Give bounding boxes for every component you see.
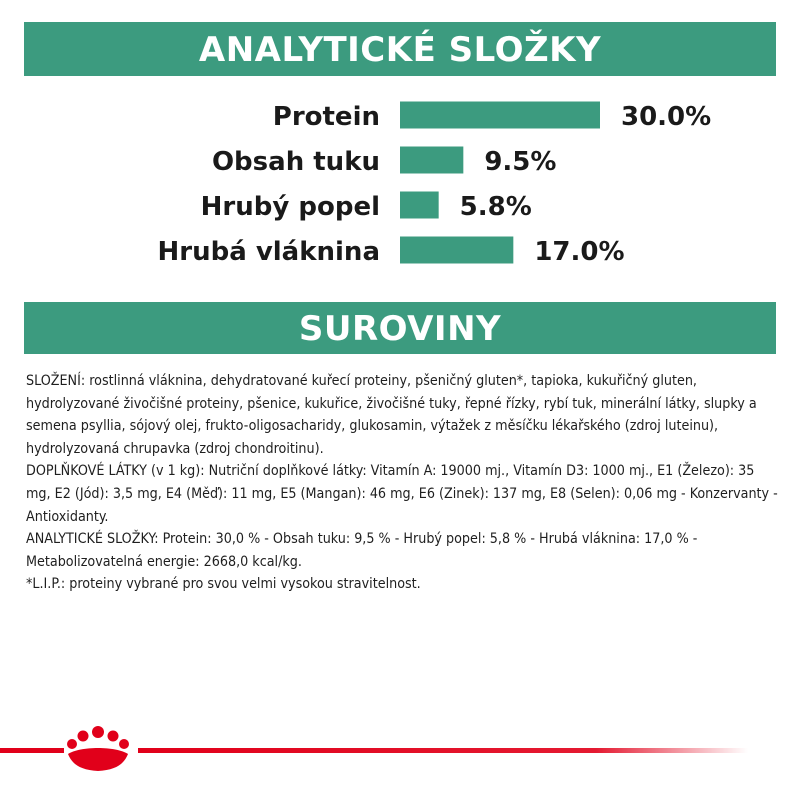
analytic-paragraph: ANALYTICKÉ SLOŽKY: Protein: 30,0 % - Obsah tuku: 9,5 % - Hrubý popel: 5,8 % - Hrubá vláknina: 17,0 % - Metabolizovatelná energie: 2668,0 kcal/kg. bbox=[26, 531, 698, 570]
category-label: Hrubý popel bbox=[200, 192, 380, 222]
crown-icon bbox=[67, 726, 129, 771]
value-label: 5.8% bbox=[459, 192, 532, 222]
ingredients-title: SUROVINY bbox=[298, 309, 502, 349]
bar bbox=[400, 102, 600, 129]
bar bbox=[400, 192, 439, 219]
additives-paragraph: DOPLŇKOVÉ LÁTKY (v 1 kg): Nutriční doplňkové látky: Vitamín A: 19000 mj., Vitamín D3: 1000 mj., E1 (Železo): 35 mg, E2 (Jód): 3,5 mg, E4 (Měď): 11 mg, E5 (Mangan): 46 mg, E6 (Zinek): 137 mg, E8 (Selen): 0,06 mg - Konzervanty - Antioxidanty. bbox=[26, 463, 778, 525]
analytic-components-title: ANALYTICKÉ SLOŽKY bbox=[198, 30, 602, 70]
value-label: 17.0% bbox=[534, 237, 625, 267]
bar bbox=[400, 237, 513, 264]
ingredients-banner bbox=[24, 302, 776, 354]
value-label: 30.0% bbox=[621, 102, 712, 132]
lip-footnote: *L.I.P.: proteiny vybrané pro svou velmi vysokou stravitelnost. bbox=[26, 576, 421, 593]
category-label: Hrubá vláknina bbox=[157, 237, 380, 267]
bar bbox=[400, 147, 463, 174]
analytic-components-banner bbox=[24, 22, 776, 76]
composition-paragraph: SLOŽENÍ: rostlinná vláknina, dehydratované kuřecí proteiny, pšeničný gluten*, tapioka, kukuřičný gluten, hydrolyzované živočišné proteiny, pšenice, kukuřice, živočišné tuky, řepné řízky, rybí tuk, minerální látky, slupky a semena psyllia, sójový olej, frukto-oligosacharidy, glukosamin, výtažek z měsíčku lékařského (zdroj luteinu), hydrolyzovaná chrupavka (zdroj chondroitinu). bbox=[26, 373, 757, 457]
ingredients-text bbox=[26, 370, 778, 596]
category-label: Obsah tuku bbox=[211, 147, 380, 177]
category-label: Protein bbox=[272, 102, 380, 132]
nutrient-bar-chart bbox=[0, 90, 800, 280]
brand-footer bbox=[0, 724, 800, 780]
brand-red-line-left bbox=[0, 748, 64, 753]
brand-red-line-right bbox=[138, 748, 748, 753]
value-label: 9.5% bbox=[484, 147, 557, 177]
